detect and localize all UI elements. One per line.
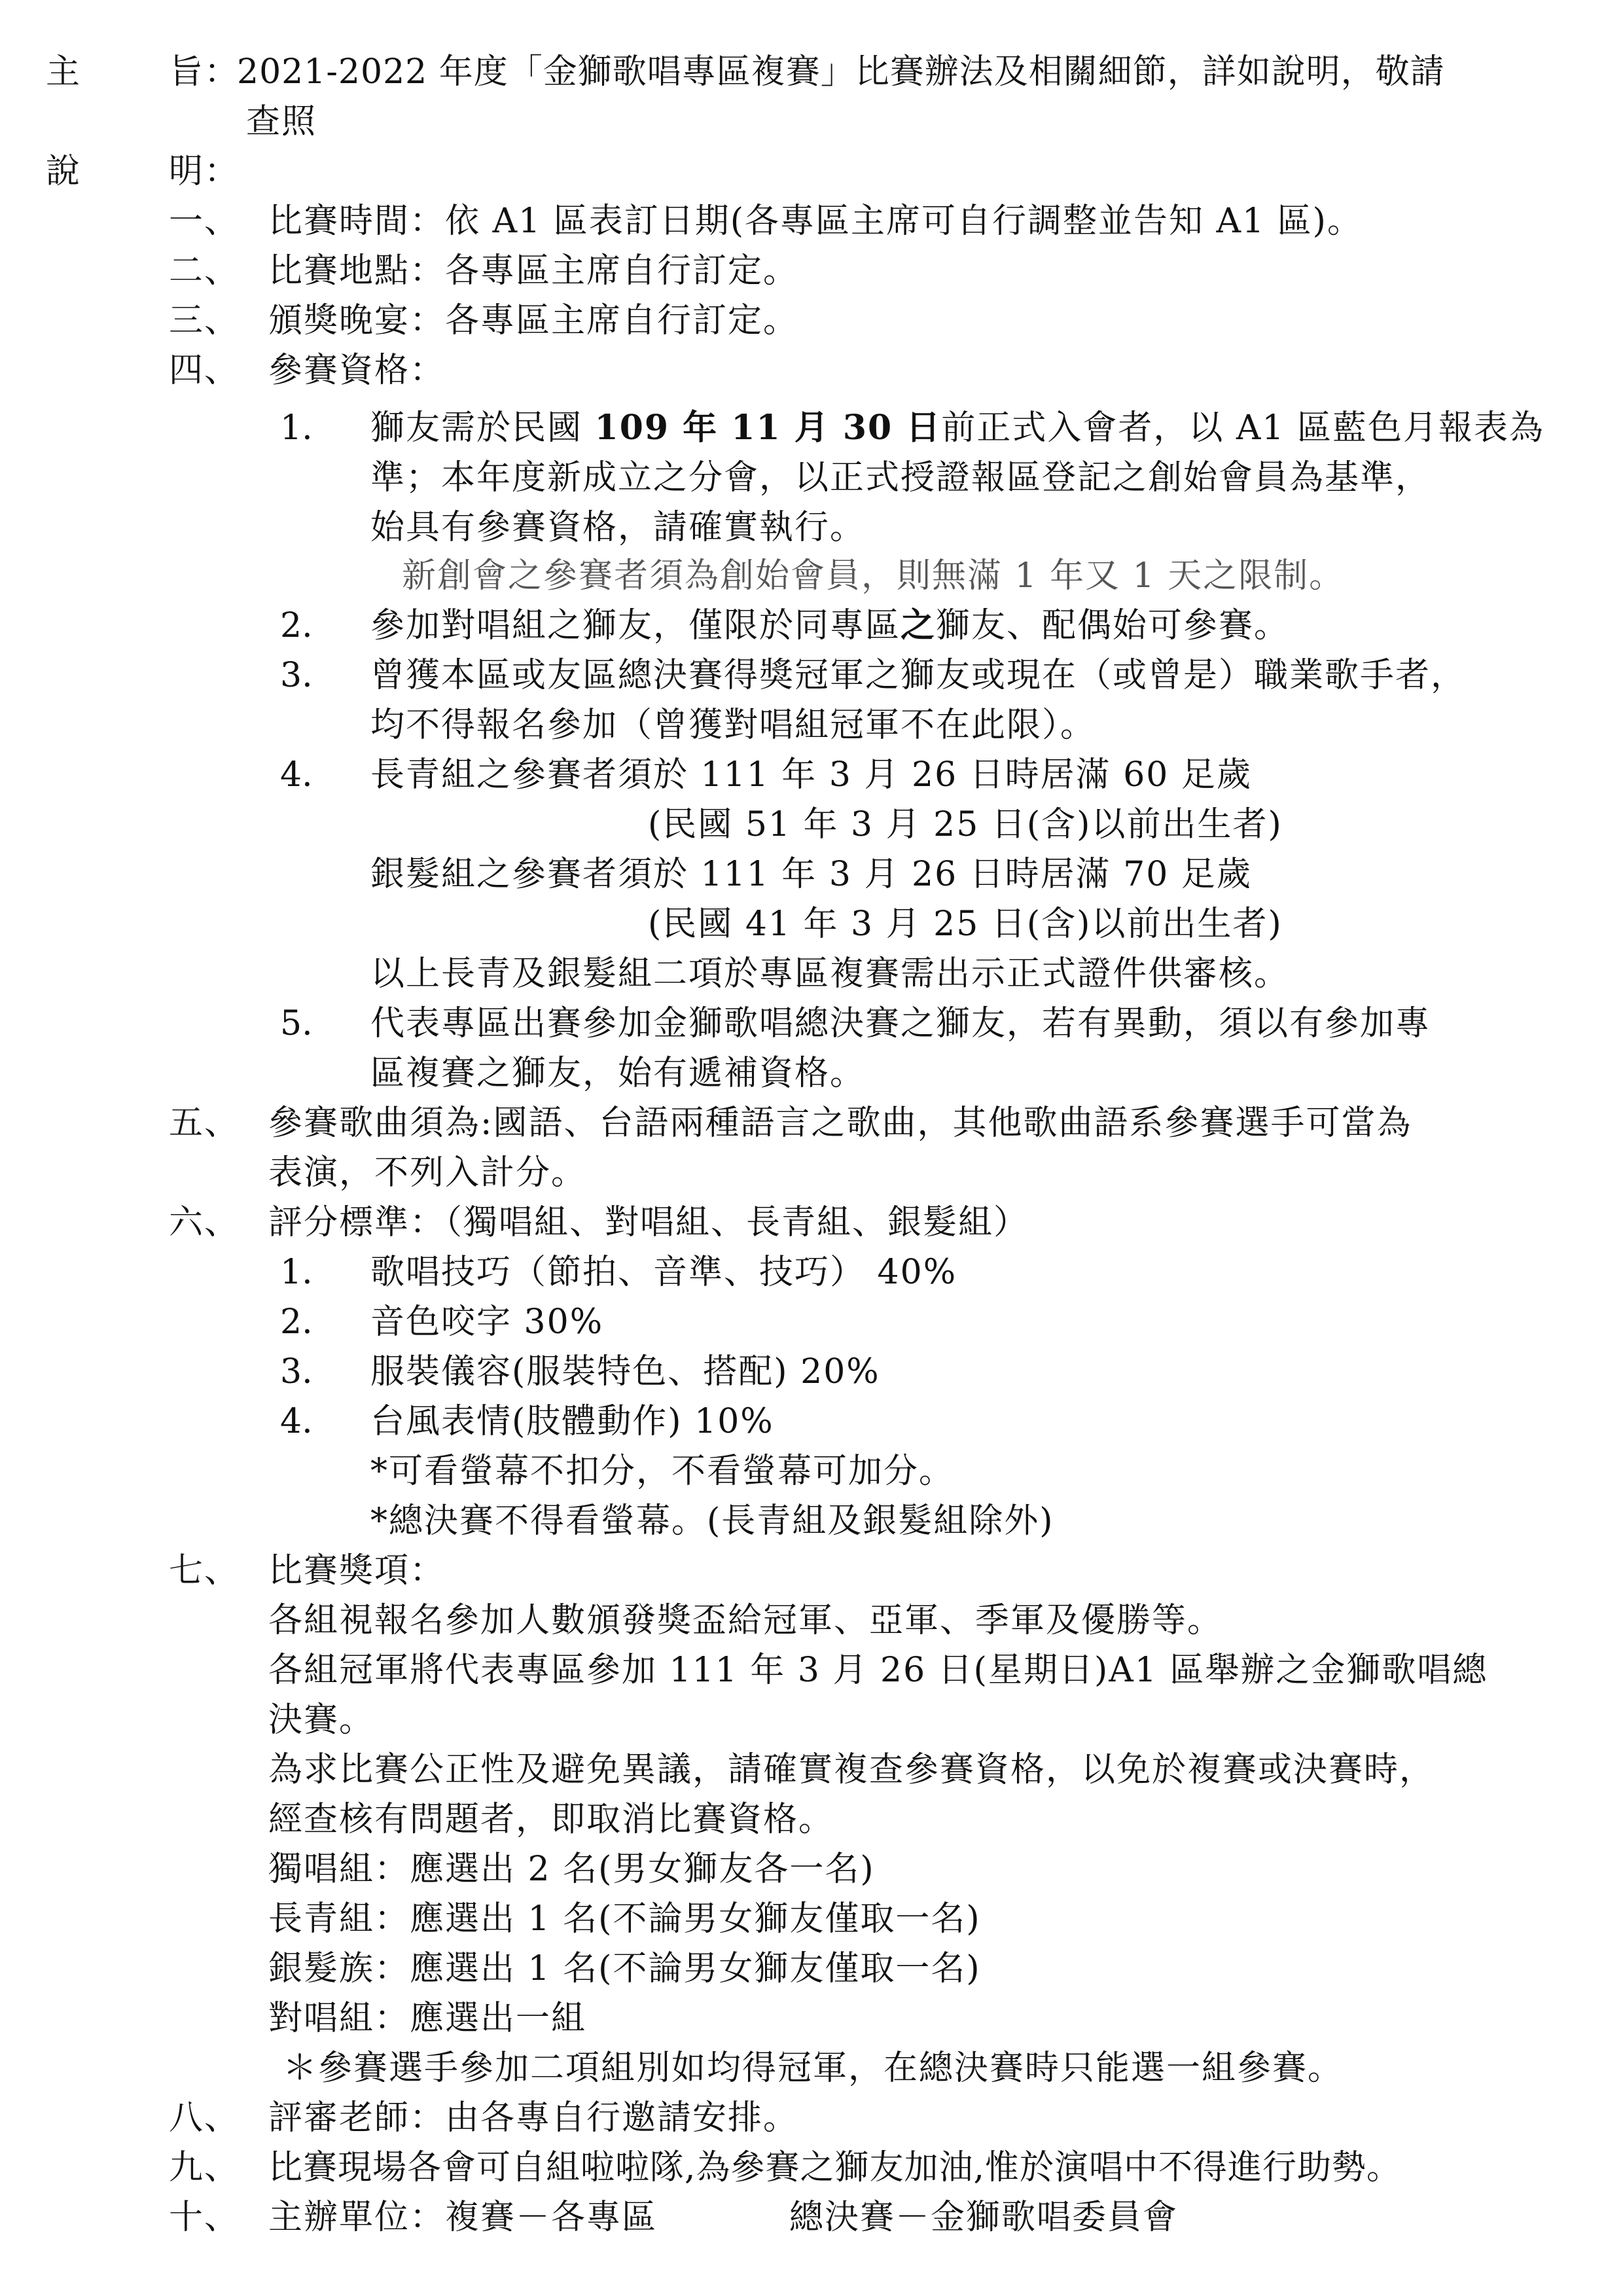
item-1-number: 一、	[169, 202, 240, 241]
item-4-5-line1: 代表專區出賽參加金獅歌唱總決賽之獅友，若有異動，須以有參加專	[370, 1004, 1431, 1043]
item-6-note-1: *可看螢幕不扣分，不看螢幕可加分。	[370, 1452, 955, 1491]
item-7-group-solo: 獨唱組：應選出 2 名(男女獅友各一名)	[268, 1850, 875, 1889]
item-4-3-number: 3.	[280, 656, 313, 695]
item-5-number: 五、	[169, 1103, 240, 1143]
item-7-group-senior: 長青組：應選出 1 名(不論男女獅友僅取一名)	[268, 1899, 981, 1939]
item-5-line2: 表演，不列入計分。	[268, 1153, 587, 1193]
item-4-1-date: 109 年 11 月 30 日	[594, 408, 942, 448]
item-6-text: 評分標準：（獨唱組、對唱組、長青組、銀髮組）	[268, 1203, 1029, 1242]
item-7-group-silver: 銀髮族：應選出 1 名(不論男女獅友僅取一名)	[268, 1949, 981, 1988]
item-7-note: ＊參賽選手參加二項組別如均得冠軍，在總決賽時只能選一組參賽。	[283, 2049, 1344, 2088]
item-9-number: 九、	[169, 2148, 240, 2187]
item-7-para-2-line1: 各組冠軍將代表專區參加 111 年 3 月 26 日(星期日)A1 區舉辦之金獅歌唱總	[268, 1651, 1488, 1690]
item-8-number: 八、	[169, 2098, 240, 2138]
explanation-label-b: 明：	[169, 152, 240, 191]
item-4-text: 參賽資格：	[268, 351, 446, 390]
item-5-line1: 參賽歌曲須為:國語、台語兩種語言之歌曲，其他歌曲語系參賽選手可當為	[268, 1103, 1412, 1143]
item-4-4-line4: (民國 41 年 3 月 25 日(含)以前出生者)	[648, 905, 1283, 944]
explanation-label-a: 說	[46, 152, 82, 191]
item-7-group-duet: 對唱組：應選出一組	[268, 1999, 587, 2038]
item-10-text-b: 總決賽－金獅歌唱委員會	[789, 2198, 1179, 2237]
item-4-number: 四、	[169, 351, 240, 390]
item-6-4-text: 台風表情(肢體動作) 10%	[370, 1402, 774, 1441]
item-4-2-line1-a: 參加對唱組之獅友，僅限於同專區	[370, 606, 901, 645]
item-4-1-line1-a: 獅友需於民國	[370, 408, 595, 448]
item-6-2-text: 音色咬字 30%	[370, 1302, 604, 1342]
item-4-1-note: 新創會之參賽者須為創始會員，則無滿 1 年又 1 天之限制。	[402, 556, 1345, 596]
item-2-text: 比賽地點：各專區主席自行訂定。	[268, 251, 799, 291]
subject-label-b: 旨：	[169, 52, 240, 92]
item-4-3-line2: 均不得報名參加（曾獲對唱組冠軍不在此限）。	[370, 706, 1096, 745]
item-3-number: 三、	[169, 301, 240, 340]
item-6-1-text: 歌唱技巧（節拍、音準、技巧） 40%	[370, 1253, 957, 1292]
subject-text-line2: 查照	[246, 102, 317, 141]
item-4-4-line1: 長青組之參賽者須於 111 年 3 月 26 日時居滿 60 足歲	[370, 755, 1252, 795]
item-4-4-number: 4.	[280, 755, 313, 795]
item-4-4-line5: 以上長青及銀髮組二項於專區複賽需出示正式證件供審核。	[370, 954, 1290, 994]
item-4-1-line1	[370, 406, 1544, 450]
item-7-text: 比賽獎項：	[268, 1551, 446, 1590]
item-4-1-line2: 準；本年度新成立之分會，以正式授證報區登記之創始會員為基準，	[370, 458, 1431, 497]
item-8-text: 評審老師：由各專自行邀請安排。	[268, 2098, 799, 2138]
item-4-2-line1-b: 之	[901, 605, 936, 645]
item-3-text: 頒獎晚宴：各專區主席自行訂定。	[268, 301, 799, 340]
item-4-1-line3: 始具有參賽資格，請確實執行。	[370, 508, 866, 547]
item-4-4-line2: (民國 51 年 3 月 25 日(含)以前出生者)	[648, 805, 1283, 844]
item-4-2-line1	[370, 603, 1289, 648]
item-7-para-3-line1: 為求比賽公正性及避免異議，請確實複查參賽資格，以免於複賽或決賽時，	[268, 1750, 1435, 1789]
item-4-2-number: 2.	[280, 606, 313, 645]
item-6-3-text: 服裝儀容(服裝特色、搭配) 20%	[370, 1352, 880, 1391]
item-6-note-2: *總決賽不得看螢幕。(長青組及銀髮組除外)	[370, 1501, 1054, 1541]
item-4-5-line2: 區複賽之獅友，始有遞補資格。	[370, 1054, 866, 1093]
item-6-number: 六、	[169, 1203, 240, 1242]
item-6-1-number: 1.	[280, 1253, 313, 1292]
item-10-number: 十、	[169, 2198, 240, 2237]
item-7-para-2-line2: 決賽。	[268, 1700, 375, 1740]
item-4-2-line1-c: 獅友、配偶始可參賽。	[936, 606, 1290, 645]
item-4-4-line3: 銀髮組之參賽者須於 111 年 3 月 26 日時居滿 70 足歲	[370, 855, 1252, 894]
item-6-2-number: 2.	[280, 1302, 313, 1342]
item-1-text: 比賽時間：依 A1 區表訂日期(各專區主席可自行調整並告知 A1 區)。	[268, 202, 1363, 241]
item-7-para-1: 各組視報名參加人數頒發獎盃給冠軍、亞軍、季軍及優勝等。	[268, 1601, 1223, 1640]
item-4-5-number: 5.	[280, 1004, 313, 1043]
subject-label-a: 主	[46, 52, 82, 92]
item-10-text-a: 主辦單位：複賽－各專區	[268, 2198, 658, 2237]
item-9-text: 比賽現場各會可自組啦啦隊,為參賽之獅友加油,惟於演唱中不得進行助勢。	[268, 2148, 1402, 2187]
item-4-1-number: 1.	[280, 408, 313, 448]
item-2-number: 二、	[169, 251, 240, 291]
item-7-para-3-line2: 經查核有問題者，即取消比賽資格。	[268, 1800, 834, 1839]
item-6-3-number: 3.	[280, 1352, 313, 1391]
subject-text-line1: 2021-2022 年度「金獅歌唱專區複賽」比賽辦法及相關細節，詳如說明，敬請	[237, 52, 1445, 92]
item-4-3-line1: 曾獲本區或友區總決賽得獎冠軍之獅友或現在（或曾是）職業歌手者，	[370, 656, 1467, 695]
item-4-1-line1-c: 前正式入會者，以 A1 區藍色月報表為	[941, 408, 1545, 448]
item-7-number: 七、	[169, 1551, 240, 1590]
item-6-4-number: 4.	[280, 1402, 313, 1441]
